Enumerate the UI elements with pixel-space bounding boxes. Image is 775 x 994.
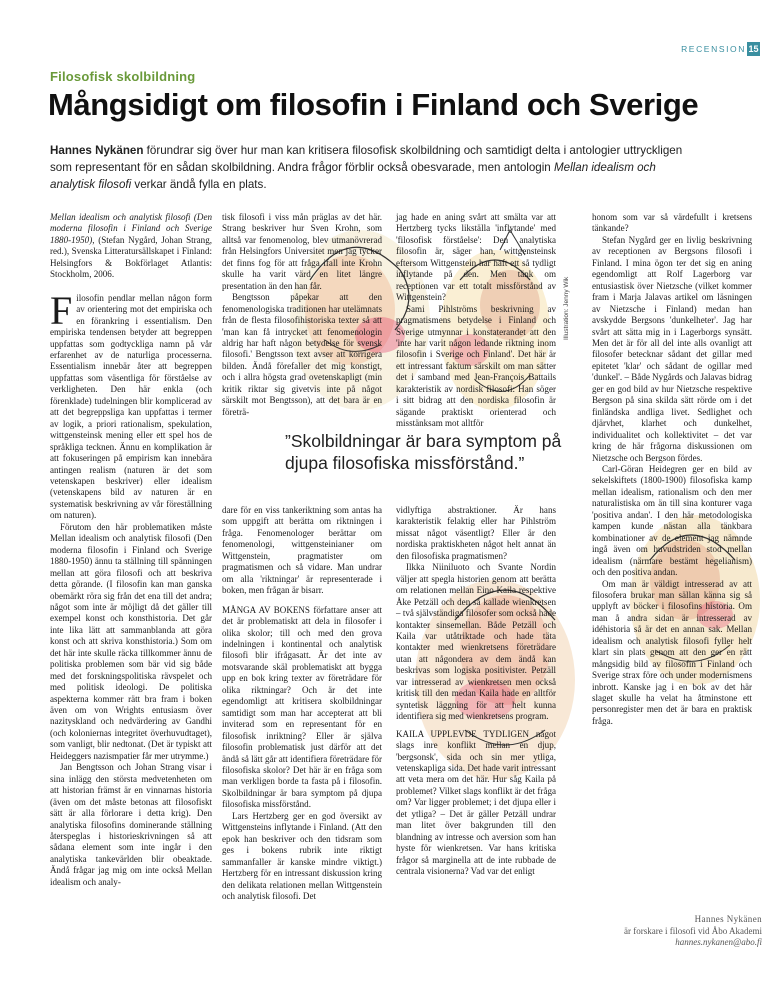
article-paragraph: Carl-Göran Heidegren ger en bild av sekelskiftets (1800-1900) filosofiska kamp mellan idealism, rationalism och den mer naturalistiska om än till sina konturer vaga 'positiva andan'. I den här metodologiska kampen kunde nästan alla tänkbara kombinationer av de element jag nämnde ingå även om huvudstriden stod mellan idealism (närmare bestämt hegelianism) och den positiva andan. xyxy=(592,463,752,578)
article-paragraph: Stefan Nygård ger en livlig beskrivning av receptionen av Bergsons filosofi i Finland. I mina ögon ter det sig en aning egendomligt att Rolf Lagerborg var entusiastisk över Nietzsche (vilket kommer fram i Marja Jalavas artikel om läsningen av Nietzsche i Finland) medan han avskydde Bergsons 'dunkelheter'. Jag har svårt att sätta mig in i Lagerborgs synsätt. Men det är för all del inte alls ovanligt att filosofer betecknar sådant det gillar med epitetet 'klar' och sådant de ogillar med 'dunkel'. – Både Nygårds och Jalavas bidrag ger en god bild av hur Nietzsche respektive Bergson på sina skilda sätt rörde om i det finländska andliga livet. Sedlighet och djärvhet, klarhet och dunkelhet, individualitet och kollektivitet – det var kring de här frågorna diskussionen om Nietzsche och Bergson fördes. xyxy=(592,234,752,463)
lead-text-end: verkar ändå fylla en plats. xyxy=(131,178,267,191)
column-1 xyxy=(50,212,212,994)
article-paragraph: Om man är väldigt intresserad av att filosofera brukar man sällan känna sig så upplyft av böcker i filosofins historia. Om man å andra sidan är intresserad av idéhistoria så är det en annan sak. Mellan idealism och analytisk filosofi fyller helt klart sin plats genom att den ger en rätt mångsidig bild av filosofin i Finland och Sverige strax före och under modernismens inbrott. Kanske jag i en bok av det här slaget skulle ha velat ha åtminstone ett personregister men det är bara en praktisk fråga. xyxy=(592,578,752,726)
lead-book-title: Mellan idealism och analytisk filosofi xyxy=(50,161,656,191)
signature-email: hannes.nykanen@abo.fi xyxy=(675,937,762,947)
article-paragraph: Ilkka Niiniluoto och Svante Nordin väljer att spegla historien genom att berätta om relationen mellan Eino Kaila respektive Åke Petzäll och den så kallade wienkretsen – två självständiga filosofer som också hade kontakter sinsemellan. Både Petzäll och Kaila var utåtriktade och hade täta kontakter med wienkretsens företrädare utan att någondera av dem ändå kan beskrivas som logiska positivister. Petzäll var intresserad av wienkretsen men också kritisk till den medan Kaila hade en alltför syntetisk läggning för att helt kunna identifiera sig med wienkretsens program. xyxy=(396,562,556,722)
page-number: 15 xyxy=(748,44,759,54)
column-2-lower xyxy=(222,505,382,994)
column-3-lower xyxy=(396,505,556,994)
article-paragraph: tisk filosofi i viss mån präglas av det här. Strang beskriver hur Sven Krohn, som alltså var fenomenolog, blev utmanövrerad från Helsingfors Universitet men jag tycker det finns fog för att fråga ifall inte Krohn skulle ha varit värd en litet längre presentation än den han får. xyxy=(222,212,382,291)
article-paragraph: dare för en viss tankeriktning som antas ha som uppgift att berätta om riktningen i fråga. Fenomenologer berättar om fenomenologi, wittgensteinianer om Wittgenstein, pragmatister om pragmatismen och så vidare. Man undrar om alla 'riktningar' är representerade i boken, men frågan är bisarr. xyxy=(222,505,382,596)
lead-text: förundrar sig över hur man kan kritisera filosofisk skolbildning och samtidigt delta i antologier uttryckligen som representant för en sådan skolbildning. Andra frågor förblir också obesvarade, men antologin xyxy=(50,144,683,174)
article-paragraph: jag hade en aning svårt att smälta var att Hertzberg tycks likställa 'inflytande' med 'filosofisk förståelse': Den analytiska filosofin är, säger han, wittgensteinsk eftersom Wittgenstein har haft ett så tydligt inflytande på den. Men tänk om receptionen var ett totalt missförstånd av Wittgenstein? xyxy=(396,212,556,303)
article-paragraph: Sami Pihlströms beskrivning av pragmatismens betydelse i Finland och Sverige utmynnar i konstaterandet att den 'inte har varit någon ledande riktning inom filosofin i Sverige och Finland'. Det här är ett intressant faktum särskilt om man sätter det i samband med Jean-François Battails karakteristik av nordisk filosofi: Han söger i sitt bidrag att den nordiska filosofin är sägande praktiskt orienterad och misstänksam mot alltför xyxy=(396,303,556,429)
drop-cap: F xyxy=(50,287,73,333)
illustration-credit: Illustration: Jenny Wik xyxy=(563,276,570,340)
column-3 xyxy=(396,212,556,429)
column-2 xyxy=(222,212,382,417)
signature-name: Hannes Nykänen xyxy=(694,914,762,924)
signature-role: är forskare i filosofi vid Åbo Akademi xyxy=(624,925,762,936)
kicker: Filosofisk skolbildning xyxy=(50,69,196,84)
lead-paragraph xyxy=(50,142,690,193)
lead-author: Hannes Nykänen xyxy=(50,144,144,157)
article-paragraph: Filosofin pendlar mellan någon form av orientering mot det empiriska och en förankring i essentialism. Den empiriska tendensen betyder att begreppen uppfattas som godtyckliga namn på vår erfarenhet av de naturliga processerna. Essentialism innebär åter att begreppen uppfattas som väsentliga för förståelse av verkligheten. Den här enkla (och förenklade) tudelningen blir komplicerad av att det begreppsliga kan uppfattas i termer av logik, a priori rationalism, spekulation, wittgensteinsk mening eller ett spel hos de språkliga tecknen. Ännu en komplikation är att fokuseringen på empirism kan innebära antingen realism (naturen är det som vetenskapen beskriver) eller idealism (vetenskapens bild av naturen är en systematisk beskrivning av vår föreställning om naturen). xyxy=(50,287,212,521)
article-paragraph: Bengtsson påpekar att den fenomenologiska traditionen har utelämnats från de flesta filosofihistoriska texter så att 'man kan få intrycket att fenomenologin aldrig har haft någon betydelse för svensk filosofi.' Bengtsson text avser att korrigera bilden. Ändå förefaller det mig konstigt, och i allra högsta grad ovetenskapligt (min kritik riktar sig givetvis inte på något särskilt mot Bengtsson), att det bara är en företrä- xyxy=(222,292,382,417)
headline: Mångsidigt om filosofin i Finland och Sverige xyxy=(48,87,699,122)
pull-quote: ”Skolbildningar är bara symptom på djupa filosofiska missförstånd.” xyxy=(285,431,562,473)
article-paragraph: MÅNGA AV BOKENS författare anser att det är problematiskt att dela in filosofer i olika skolor; till och med den grova indelningen i kontinental och analytisk filosofi blir ifrågasatt. Är det inte av motsvarande skäl problematiskt att bygga upp en bok kring texter av företrädare för olika riktningar? Och är det inte egendomligt att kritisera skolbildningar samtidigt som man har accepterat att bli inviterad som en representant för en filosofisk inriktning? Eller är själva filosofin problematisk just därför att det ändå så lätt går att identifiera företrädare för filosofiska skolor? Det här är en fråga som man verkligen borde ta fasta på i filosofin. Skolbildningar är bara symptom på djupa filosofiska missförstånd. xyxy=(222,604,382,810)
section-label: RECENSION xyxy=(681,44,746,54)
column-4 xyxy=(592,212,752,906)
article-paragraph: vidlyftiga abstraktioner. Är hans karakteristik felaktig eller har Pihlström missat något väsentligt? Eller är den nordiska praktiskheten något helt annat än den filosofiska pragmatismen? xyxy=(396,505,556,561)
article-paragraph: Lars Hertzberg ger en god översikt av Wittgensteins inflytande i Finland. (Att den epok han beskriver och den tidsram som ges i bokens rubrik inte riktigt sammanfaller är kanske mindre viktigt.) Hertzberg för en intressant diskussion kring den delikata relationen mellan Wittgenstein och analytisk filosofi. Det xyxy=(222,810,382,901)
article-paragraph: Förutom den här problematiken måste Mellan idealism och analytisk filosofi (Den moderna filosofin i Finland och Sverige 1880-1950) ännu ta ställning till spänningen mellan att göra filosofi och att beskriva detta görande. (I filosofin kan man ganska obemärkt röra sig från det ena till det andra; något som inte är möjligt då det gäller till exempel konst och konsthistoria. Det går inte lika lätt att sammanblanda att göra konst och att skriva konsthistoria.) Som om det här inte skulle räcka tillkommer ännu de politiska problemen som bär vid sig både med det forskningspolitiska rävspelet och med politisk ideologi. De politiska aspekterna kommer rätt bra fram i boken även om von Wrights entusiasm över nazityskland och nedvärdering av Gandhi (och koloniernas integritet överhuvudtaget), som vanligt, blir nedtonat. (Det är typiskt att Heideggers nazismpatier får mer utrymme.) xyxy=(50,521,212,761)
author-signature xyxy=(590,914,762,949)
article-paragraph: honom som var så värdefullt i kretsens tänkande? xyxy=(592,212,752,234)
article-paragraph: Jan Bengtsson och Johan Strang visar i sina inlägg den största medvetenheten om att historian främst är en vinnarnas historia (även om det måste betonas att filosofiskt sätt är alla förlorare i detta krig). Den analytiska filosofins dominerande ställning återspeglas i historieskrivningen så att sådana element som inte ingår i den analytiska tankevärlden blir obeaktade. Ändå frågar jag mig om inte också Mellan idealism och analy- xyxy=(50,762,212,887)
article-paragraph: KAILA UPPLEVDE TYDLIGEN något slags inre konflikt mellan en djup, 'bergsonsk', sida och sin mer ytliga, vetenskapliga sida. Det hade varit intressant att veta mera om det här. Hur såg Kaila på problemet? Vilket slags konflikt är det fråga om? Var ligger problemet; i det djupa eller i det ytliga? – Det är gäller Petzäll undrar man litet över bakgrunden till den blandning av intresse och aversion som han hyste för wienkretsen. Var hans kritiska frågor så marginella att de inte rubbade de centrala visionerna? Vad var det enligt xyxy=(396,728,556,877)
source-citation: Mellan idealism och analytisk filosofi (Den moderna filosofin i Finland och Sverige 1880-1950), (Stefan Nygård, Johan Strang, red.), Svenska Litteratursällskapet i Finland: Helsingfors & Bokförlaget Atlantis: Stockholm, 2006. xyxy=(50,212,212,280)
